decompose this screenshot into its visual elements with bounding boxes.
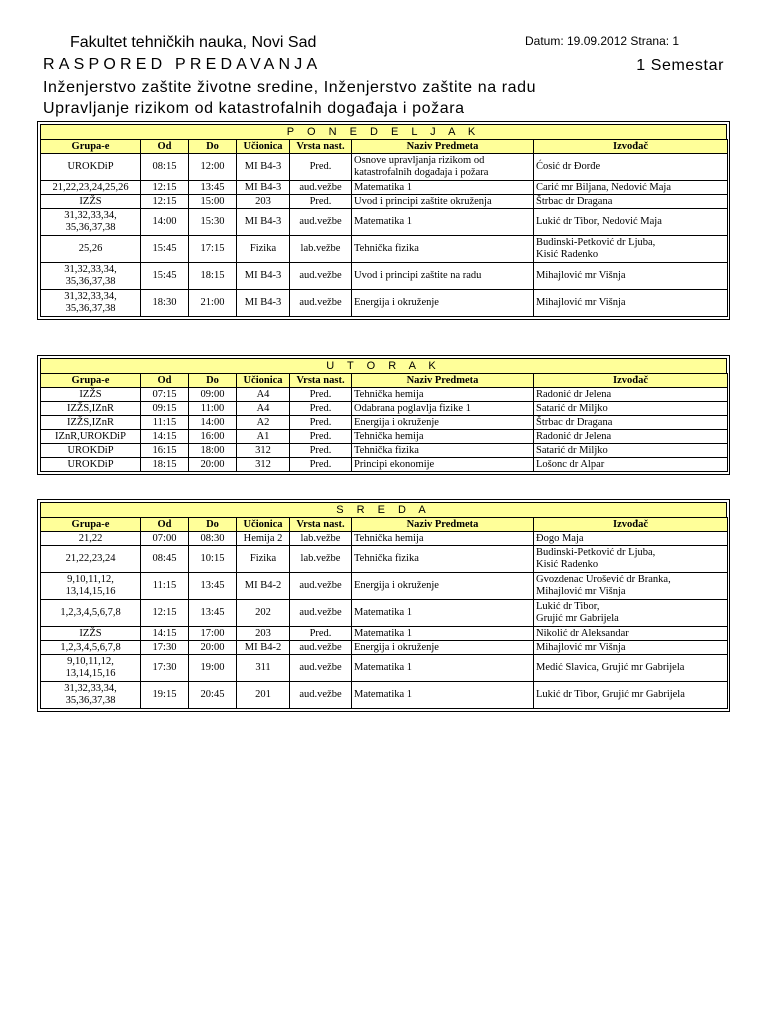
column-header: Od — [141, 140, 189, 154]
day-name: P O N E D E L J A K — [40, 124, 727, 139]
cell-line: Đogo Maja — [536, 532, 584, 544]
end-time-cell: 16:00 — [189, 430, 237, 444]
type-cell: aud.vežbe — [290, 573, 352, 600]
table-row — [41, 682, 728, 709]
end-time-cell: 18:00 — [189, 444, 237, 458]
column-header: Grupa-e — [41, 140, 141, 154]
day-block-wednesday — [37, 499, 730, 712]
lecturer-cell — [534, 263, 728, 290]
room-cell: 311 — [237, 655, 290, 682]
cell-line: 21,22,23,24 — [65, 553, 116, 564]
program-line-1: Inženjerstvo zaštite životne sredine, Inženjerstvo zaštite na radu — [43, 79, 537, 96]
cell-line: Energija i okruženje — [354, 416, 439, 428]
group-cell — [41, 402, 141, 416]
group-cell — [41, 195, 141, 209]
cell-line: Kisić Radenko — [536, 559, 599, 570]
group-cell — [41, 600, 141, 627]
cell-line: 9,10,11,12, — [67, 656, 114, 667]
table-row — [41, 195, 728, 209]
table-row — [41, 641, 728, 655]
start-time-cell: 18:15 — [141, 458, 189, 472]
subject-cell — [352, 290, 534, 317]
table-row — [41, 627, 728, 641]
cell-line: 35,36,37,38 — [65, 276, 116, 287]
column-header: Učionica — [237, 374, 290, 388]
group-cell — [41, 290, 141, 317]
cell-line: Mihajlović mr Višnja — [536, 641, 626, 653]
room-cell: MI B4-3 — [237, 154, 290, 181]
cell-line: Matematika 1 — [354, 607, 413, 618]
start-time-cell: 09:15 — [141, 402, 189, 416]
table-row — [41, 181, 728, 195]
cell-line: Energija i okruženje — [354, 297, 439, 308]
subject-cell — [352, 627, 534, 641]
end-time-cell: 14:00 — [189, 416, 237, 430]
table-row — [41, 263, 728, 290]
lecturer-cell — [534, 458, 728, 472]
room-cell: A4 — [237, 402, 290, 416]
room-cell: A4 — [237, 388, 290, 402]
start-time-cell: 14:15 — [141, 430, 189, 444]
day-name: U T O R A K — [40, 358, 727, 373]
type-cell: aud.vežbe — [290, 209, 352, 236]
table-row — [41, 655, 728, 682]
column-header: Do — [189, 140, 237, 154]
type-cell: aud.vežbe — [290, 655, 352, 682]
cell-line: Uvod i principi zaštite okruženja — [354, 195, 492, 207]
end-time-cell: 19:00 — [189, 655, 237, 682]
lecturer-cell — [534, 627, 728, 641]
column-header: Izvođač — [534, 518, 728, 532]
group-cell — [41, 154, 141, 181]
cell-line: Matematika 1 — [354, 216, 413, 227]
table-row — [41, 532, 728, 546]
subject-cell — [352, 600, 534, 627]
table-row — [41, 573, 728, 600]
subject-cell — [352, 181, 534, 195]
lecturer-cell — [534, 546, 728, 573]
subject-cell — [352, 546, 534, 573]
program-line-2: Upravljanje rizikom od katastrofalnih događaja i požara — [43, 100, 465, 117]
type-cell: Pred. — [290, 416, 352, 430]
room-cell: Fizika — [237, 546, 290, 573]
cell-line: Lošonc dr Alpar — [536, 458, 605, 470]
end-time-cell: 13:45 — [189, 600, 237, 627]
table-row — [41, 416, 728, 430]
type-cell: Pred. — [290, 627, 352, 641]
room-cell: MI B4-2 — [237, 573, 290, 600]
cell-line: Satarić dr Miljko — [536, 402, 608, 414]
end-time-cell: 15:30 — [189, 209, 237, 236]
cell-line: 13,14,15,16 — [65, 586, 116, 597]
group-cell — [41, 458, 141, 472]
end-time-cell: 21:00 — [189, 290, 237, 317]
type-cell: aud.vežbe — [290, 682, 352, 709]
room-cell: 203 — [237, 195, 290, 209]
start-time-cell: 14:15 — [141, 627, 189, 641]
table-row — [41, 600, 728, 627]
start-time-cell: 12:15 — [141, 181, 189, 195]
cell-line: 25,26 — [78, 243, 103, 254]
cell-line: 31,32,33,34, — [64, 291, 117, 302]
cell-line: Tehnička fizika — [354, 243, 419, 254]
column-header: Grupa-e — [41, 518, 141, 532]
cell-line: IZŽS — [79, 195, 102, 207]
type-cell: lab.vežbe — [290, 546, 352, 573]
group-cell — [41, 655, 141, 682]
day-block-tuesday — [37, 355, 730, 475]
group-cell — [41, 627, 141, 641]
subject-cell — [352, 209, 534, 236]
group-cell — [41, 444, 141, 458]
cell-line: Odabrana poglavlja fizike 1 — [354, 402, 471, 414]
room-cell: MI B4-3 — [237, 181, 290, 195]
subject-cell — [352, 655, 534, 682]
group-cell — [41, 430, 141, 444]
lecturer-cell — [534, 532, 728, 546]
room-cell: Fizika — [237, 236, 290, 263]
cell-line: Osnove upravljanja rizikom od — [354, 155, 485, 166]
type-cell: aud.vežbe — [290, 290, 352, 317]
cell-line: Budinski-Petković dr Ljuba, — [536, 547, 656, 558]
column-header: Naziv Predmeta — [352, 518, 534, 532]
type-cell: Pred. — [290, 444, 352, 458]
cell-line: Grujić mr Gabrijela — [536, 613, 619, 624]
subject-cell — [352, 416, 534, 430]
cell-line: 21,22 — [78, 532, 103, 544]
end-time-cell: 17:15 — [189, 236, 237, 263]
cell-line: Energija i okruženje — [354, 641, 439, 653]
room-cell: 312 — [237, 444, 290, 458]
cell-line: 35,36,37,38 — [65, 222, 116, 233]
cell-line: Mihajlović mr Višnja — [536, 297, 626, 308]
end-time-cell: 18:15 — [189, 263, 237, 290]
group-cell — [41, 532, 141, 546]
lecturer-cell — [534, 682, 728, 709]
group-cell — [41, 416, 141, 430]
schedule-table — [40, 373, 728, 472]
cell-line: UROKDiP — [67, 444, 114, 456]
table-row — [41, 290, 728, 317]
column-header: Naziv Predmeta — [352, 374, 534, 388]
column-header: Vrsta nast. — [290, 140, 352, 154]
start-time-cell: 19:15 — [141, 682, 189, 709]
cell-line: Tehnička fizika — [354, 553, 419, 564]
group-cell — [41, 546, 141, 573]
schedule-table — [40, 517, 728, 709]
type-cell: Pred. — [290, 402, 352, 416]
cell-line: Matematika 1 — [354, 689, 413, 700]
cell-line: 35,36,37,38 — [65, 695, 116, 706]
cell-line: Lukić dr Tibor, Nedović Maja — [536, 216, 662, 227]
table-row — [41, 402, 728, 416]
column-header: Grupa-e — [41, 374, 141, 388]
column-header: Učionica — [237, 518, 290, 532]
lecturer-cell — [534, 209, 728, 236]
column-header: Vrsta nast. — [290, 518, 352, 532]
cell-line: 31,32,33,34, — [64, 210, 117, 221]
lecturer-cell — [534, 290, 728, 317]
table-row — [41, 209, 728, 236]
schedule-table — [40, 139, 728, 317]
column-header: Od — [141, 374, 189, 388]
type-cell: Pred. — [290, 154, 352, 181]
room-cell: Hemija 2 — [237, 532, 290, 546]
lecturer-cell — [534, 444, 728, 458]
subject-cell — [352, 641, 534, 655]
subject-cell — [352, 532, 534, 546]
subject-cell — [352, 458, 534, 472]
type-cell: lab.vežbe — [290, 532, 352, 546]
cell-line: Satarić dr Miljko — [536, 444, 608, 456]
lecturer-cell — [534, 600, 728, 627]
group-cell — [41, 641, 141, 655]
group-cell — [41, 209, 141, 236]
cell-line: Kisić Radenko — [536, 249, 599, 260]
end-time-cell: 10:15 — [189, 546, 237, 573]
cell-line: IZnR,UROKDiP — [55, 430, 126, 442]
cell-line: Štrbac dr Dragana — [536, 195, 613, 207]
lecturer-cell — [534, 154, 728, 181]
subject-cell — [352, 444, 534, 458]
end-time-cell: 13:45 — [189, 573, 237, 600]
start-time-cell: 15:45 — [141, 263, 189, 290]
cell-line: Mihajlović mr Višnja — [536, 270, 626, 281]
cell-line: IZŽS,IZnR — [67, 416, 114, 428]
cell-line: Matematika 1 — [354, 181, 413, 193]
table-row — [41, 546, 728, 573]
column-header: Učionica — [237, 140, 290, 154]
room-cell: A1 — [237, 430, 290, 444]
end-time-cell: 11:00 — [189, 402, 237, 416]
start-time-cell: 12:15 — [141, 600, 189, 627]
room-cell: 312 — [237, 458, 290, 472]
group-cell — [41, 573, 141, 600]
start-time-cell: 18:30 — [141, 290, 189, 317]
column-header: Do — [189, 518, 237, 532]
cell-line: Principi ekonomije — [354, 458, 435, 470]
type-cell: Pred. — [290, 388, 352, 402]
room-cell: MI B4-2 — [237, 641, 290, 655]
room-cell: 202 — [237, 600, 290, 627]
subject-cell — [352, 388, 534, 402]
room-cell: 203 — [237, 627, 290, 641]
table-row — [41, 236, 728, 263]
cell-line: Carić mr Biljana, Nedović Maja — [536, 181, 671, 193]
cell-line: 31,32,33,34, — [64, 683, 117, 694]
lecturer-cell — [534, 641, 728, 655]
lecturer-cell — [534, 195, 728, 209]
table-header-row — [41, 140, 728, 154]
schedule-title: RASPORED PREDAVANJA — [43, 56, 322, 73]
type-cell: Pred. — [290, 430, 352, 444]
cell-line: Matematika 1 — [354, 627, 413, 639]
type-cell: lab.vežbe — [290, 236, 352, 263]
cell-line: 35,36,37,38 — [65, 303, 116, 314]
end-time-cell: 20:00 — [189, 641, 237, 655]
group-cell — [41, 682, 141, 709]
cell-line: Tehnička fizika — [354, 444, 419, 456]
subject-cell — [352, 263, 534, 290]
type-cell: aud.vežbe — [290, 181, 352, 195]
cell-line: 31,32,33,34, — [64, 264, 117, 275]
table-row — [41, 430, 728, 444]
end-time-cell: 15:00 — [189, 195, 237, 209]
day-block-monday — [37, 121, 730, 320]
start-time-cell: 08:15 — [141, 154, 189, 181]
column-header: Od — [141, 518, 189, 532]
start-time-cell: 07:15 — [141, 388, 189, 402]
column-header: Izvođač — [534, 374, 728, 388]
table-row — [41, 444, 728, 458]
room-cell: MI B4-3 — [237, 290, 290, 317]
column-header: Izvođač — [534, 140, 728, 154]
subject-cell — [352, 430, 534, 444]
cell-line: Tehnička hemija — [354, 388, 424, 400]
start-time-cell: 11:15 — [141, 416, 189, 430]
start-time-cell: 17:30 — [141, 655, 189, 682]
type-cell: aud.vežbe — [290, 263, 352, 290]
room-cell: A2 — [237, 416, 290, 430]
type-cell: Pred. — [290, 195, 352, 209]
cell-line: Radonić dr Jelena — [536, 430, 612, 442]
type-cell: Pred. — [290, 458, 352, 472]
start-time-cell: 16:15 — [141, 444, 189, 458]
lecturer-cell — [534, 388, 728, 402]
cell-line: IZŽS — [79, 388, 102, 400]
cell-line: 9,10,11,12, — [67, 574, 114, 585]
cell-line: Ćosić dr Đorđe — [536, 161, 601, 172]
start-time-cell: 14:00 — [141, 209, 189, 236]
cell-line: 21,22,23,24,25,26 — [52, 181, 129, 193]
lecturer-cell — [534, 402, 728, 416]
column-header: Do — [189, 374, 237, 388]
cell-line: Gvozdenac Urošević dr Branka, — [536, 574, 671, 585]
cell-line: Lukić dr Tibor, — [536, 601, 600, 612]
cell-line: Budinski-Petković dr Ljuba, — [536, 237, 656, 248]
start-time-cell: 11:15 — [141, 573, 189, 600]
subject-cell — [352, 573, 534, 600]
cell-line: Nikolić dr Aleksandar — [536, 627, 629, 639]
cell-line: Tehnička hemija — [354, 532, 424, 544]
lecturer-cell — [534, 655, 728, 682]
column-header: Vrsta nast. — [290, 374, 352, 388]
cell-line: Uvod i principi zaštite na radu — [354, 270, 482, 281]
cell-line: Štrbac dr Dragana — [536, 416, 613, 428]
start-time-cell: 07:00 — [141, 532, 189, 546]
table-row — [41, 388, 728, 402]
day-name: S R E D A — [40, 502, 727, 517]
column-header: Naziv Predmeta — [352, 140, 534, 154]
cell-line: 13,14,15,16 — [65, 668, 116, 679]
cell-line: Tehnička hemija — [354, 430, 424, 442]
semester-label: 1 Semestar — [636, 57, 724, 74]
lecturer-cell — [534, 236, 728, 263]
date-page-info: Datum: 19.09.2012 Strana: 1 — [525, 34, 680, 48]
faculty-name: Fakultet tehničkih nauka, Novi Sad — [70, 34, 317, 51]
start-time-cell: 12:15 — [141, 195, 189, 209]
cell-line: IZŽS — [79, 627, 102, 639]
type-cell: aud.vežbe — [290, 600, 352, 627]
table-header-row — [41, 374, 728, 388]
cell-line: Medić Slavica, Grujić mr Gabrijela — [536, 662, 685, 673]
end-time-cell: 13:45 — [189, 181, 237, 195]
end-time-cell: 09:00 — [189, 388, 237, 402]
cell-line: UROKDiP — [67, 161, 114, 172]
cell-line: Matematika 1 — [354, 662, 413, 673]
lecturer-cell — [534, 181, 728, 195]
table-header-row — [41, 518, 728, 532]
cell-line: 1,2,3,4,5,6,7,8 — [60, 641, 121, 653]
group-cell — [41, 263, 141, 290]
group-cell — [41, 181, 141, 195]
type-cell: aud.vežbe — [290, 641, 352, 655]
cell-line: Energija i okruženje — [354, 580, 439, 591]
cell-line: Mihajlović mr Višnja — [536, 586, 626, 597]
end-time-cell: 17:00 — [189, 627, 237, 641]
end-time-cell: 12:00 — [189, 154, 237, 181]
lecturer-cell — [534, 416, 728, 430]
cell-line: katastrofalnih događaja i požara — [354, 167, 489, 178]
lecturer-cell — [534, 430, 728, 444]
room-cell: MI B4-3 — [237, 263, 290, 290]
subject-cell — [352, 195, 534, 209]
room-cell: MI B4-3 — [237, 209, 290, 236]
cell-line: UROKDiP — [67, 458, 114, 470]
cell-line: Lukić dr Tibor, Grujić mr Gabrijela — [536, 689, 685, 700]
lecturer-cell — [534, 573, 728, 600]
start-time-cell: 17:30 — [141, 641, 189, 655]
group-cell — [41, 236, 141, 263]
end-time-cell: 20:45 — [189, 682, 237, 709]
table-row — [41, 154, 728, 181]
end-time-cell: 08:30 — [189, 532, 237, 546]
subject-cell — [352, 402, 534, 416]
subject-cell — [352, 154, 534, 181]
table-row — [41, 458, 728, 472]
start-time-cell: 15:45 — [141, 236, 189, 263]
cell-line: IZŽS,IZnR — [67, 402, 114, 414]
room-cell: 201 — [237, 682, 290, 709]
start-time-cell: 08:45 — [141, 546, 189, 573]
cell-line: Radonić dr Jelena — [536, 388, 612, 400]
end-time-cell: 20:00 — [189, 458, 237, 472]
group-cell — [41, 388, 141, 402]
subject-cell — [352, 682, 534, 709]
subject-cell — [352, 236, 534, 263]
cell-line: 1,2,3,4,5,6,7,8 — [60, 607, 121, 618]
